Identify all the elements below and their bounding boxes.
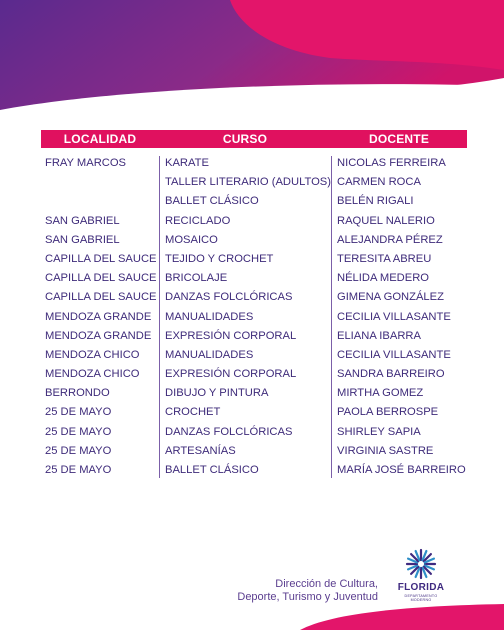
- cell-curso: MANUALIDADES: [165, 348, 254, 361]
- table-row: [41, 154, 467, 173]
- table-row: [41, 461, 467, 480]
- cell-localidad: MENDOZA CHICO: [45, 348, 140, 361]
- cell-localidad: 25 DE MAYO: [45, 425, 112, 438]
- table-row: [41, 250, 467, 269]
- cell-docente: PAOLA BERROSPE: [337, 406, 439, 419]
- cell-docente: ELIANA IBARRA: [337, 329, 421, 342]
- table-row: [41, 365, 467, 384]
- table-row: [41, 308, 467, 327]
- cell-localidad: SAN GABRIEL: [45, 233, 120, 246]
- cell-docente: SANDRA BARREIRO: [337, 368, 445, 381]
- cell-localidad: MENDOZA GRANDE: [45, 310, 152, 323]
- cell-curso: EXPRESIÓN CORPORAL: [165, 368, 297, 381]
- cell-curso: MANUALIDADES: [165, 310, 254, 323]
- cell-docente: ALEJANDRA PÉREZ: [337, 233, 443, 246]
- cell-localidad: SAN GABRIEL: [45, 214, 120, 227]
- logo-name: FLORIDA: [397, 582, 445, 593]
- header-docente: DOCENTE: [368, 132, 430, 146]
- cell-curso: DANZAS FOLCLÓRICAS: [165, 425, 293, 438]
- header-decoration: [0, 0, 504, 120]
- footer-decoration: [0, 596, 504, 630]
- footer-line-1: Dirección de Cultura,: [275, 578, 378, 590]
- table-row: [41, 212, 467, 231]
- cell-curso: BALLET CLÁSICO: [165, 464, 259, 476]
- cell-localidad: [41, 192, 159, 211]
- table-row: [41, 346, 467, 365]
- header-curso: CURSO: [222, 132, 268, 146]
- cell-curso: CROCHET: [165, 406, 221, 419]
- cell-curso: TALLER LITERARIO (ADULTOS): [165, 176, 331, 189]
- cell-localidad: 25 DE MAYO: [45, 444, 112, 457]
- cell-curso: EXPRESIÓN CORPORAL: [165, 329, 297, 342]
- cell-docente: CECILIA VILLASANTE: [337, 310, 451, 323]
- cell-docente: MIRTHA GOMEZ: [337, 387, 424, 400]
- table-row: [41, 423, 467, 442]
- table-header: [41, 130, 467, 148]
- table-row: [41, 403, 467, 422]
- cell-localidad: [41, 173, 159, 192]
- logo-subtitle: DEPARTAMENTO MODERNO: [404, 594, 438, 602]
- cell-docente: NÉLIDA MEDERO: [337, 272, 430, 285]
- cell-localidad: MENDOZA CHICO: [45, 368, 140, 381]
- cell-localidad: MENDOZA GRANDE: [45, 329, 152, 342]
- cell-curso: ARTESANÍAS: [165, 444, 236, 457]
- column-divider: [159, 156, 160, 478]
- cell-docente: NICOLAS FERREIRA: [337, 157, 446, 169]
- cell-curso: MOSAICO: [165, 233, 218, 246]
- header-localidad: LOCALIDAD: [63, 132, 137, 146]
- cell-curso: TEJIDO Y CROCHET: [165, 252, 274, 265]
- table-row: [41, 173, 467, 192]
- cell-curso: BALLET CLÁSICO: [165, 195, 259, 208]
- cell-docente: VIRGINIA SASTRE: [337, 444, 434, 457]
- cell-localidad: 25 DE MAYO: [45, 406, 112, 419]
- table-row: [41, 384, 467, 403]
- table-row: [41, 192, 467, 211]
- table-row: [41, 442, 467, 461]
- cell-curso: DANZAS FOLCLÓRICAS: [165, 291, 293, 304]
- column-divider: [331, 156, 332, 478]
- cell-docente: MARÍA JOSÉ BARREIRO: [337, 464, 466, 476]
- cell-localidad: BERRONDO: [45, 387, 110, 400]
- cell-docente: GIMENA GONZÁLEZ: [337, 291, 444, 304]
- cell-curso: KARATE: [165, 157, 209, 169]
- cell-localidad: CAPILLA DEL SAUCE: [45, 252, 157, 265]
- cell-docente: TERESITA ABREU: [337, 252, 432, 265]
- cell-docente: SHIRLEY SAPIA: [337, 425, 421, 438]
- table-row: [41, 231, 467, 250]
- courses-table: [41, 130, 467, 480]
- table-row: [41, 269, 467, 288]
- cell-localidad: CAPILLA DEL SAUCE: [45, 272, 157, 285]
- cell-docente: BELÉN RIGALI: [337, 195, 414, 208]
- cell-localidad: 25 DE MAYO: [45, 464, 112, 476]
- cell-localidad: CAPILLA DEL SAUCE: [45, 291, 157, 304]
- footer-line-2: Deporte, Turismo y Juventud: [237, 591, 378, 603]
- table-body: [41, 154, 467, 480]
- cell-docente: RAQUEL NALERIO: [337, 214, 435, 227]
- cell-curso: BRICOLAJE: [165, 272, 228, 285]
- cell-curso: DIBUJO Y PINTURA: [165, 387, 269, 400]
- cell-docente: CECILIA VILLASANTE: [337, 348, 451, 361]
- table-row: [41, 288, 467, 307]
- cell-curso: RECICLADO: [165, 214, 231, 227]
- cell-docente: CARMEN ROCA: [337, 176, 421, 189]
- cell-localidad: FRAY MARCOS: [45, 157, 127, 169]
- table-row: [41, 327, 467, 346]
